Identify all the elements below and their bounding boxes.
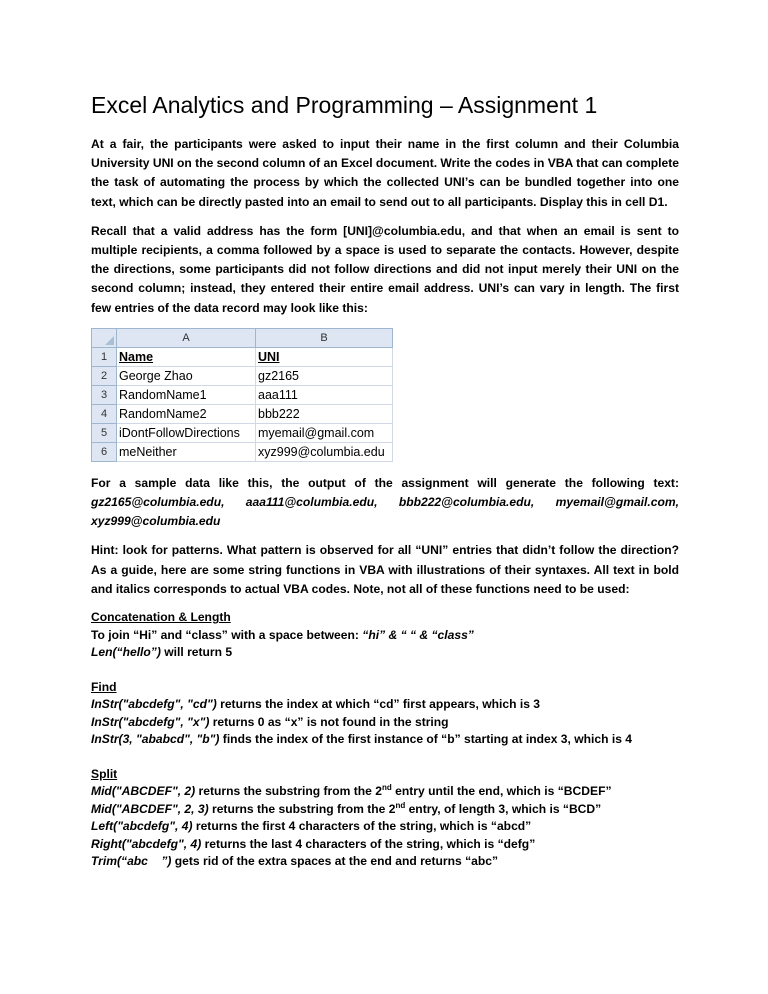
example-line: InStr(3, "ababcd", "b") finds the index of the first instance of “b” starting at index 3, which is 4 [91, 732, 633, 747]
cell-a: Name [117, 347, 256, 366]
table-row [92, 423, 393, 442]
excel-sample-table [91, 328, 393, 462]
row-number: 3 [92, 385, 117, 404]
section-concatenation [91, 609, 679, 662]
cell-a: RandomName1 [117, 385, 256, 404]
section-heading: Split [91, 766, 118, 781]
example-line: Trim(“abc ”) gets rid of the extra spaces at the end and returns “abc” [91, 854, 499, 869]
page-title: Excel Analytics and Programming – Assignment 1 [91, 92, 598, 118]
cell-b: xyz999@columbia.edu [256, 442, 393, 461]
row-number: 4 [92, 404, 117, 423]
example-line: Mid("ABCDEF", 2, 3) returns the substring from the 2nd entry, of length 3, which is “BCD” [91, 800, 602, 816]
column-header-a: A [117, 328, 256, 347]
column-header-b: B [256, 328, 393, 347]
example-line: Len(“hello”) will return 5 [91, 645, 233, 660]
output-intro: For a sample data like this, the output of the assignment will generate the following text: [91, 475, 679, 490]
table-row [92, 366, 393, 385]
table-row [92, 404, 393, 423]
section-split [91, 766, 679, 871]
cell-a: meNeither [117, 442, 256, 461]
example-line: Left("abcdefg", 4) returns the first 4 characters of the string, which is “abcd” [91, 819, 532, 834]
cell-a: RandomName2 [117, 404, 256, 423]
cell-b: gz2165 [256, 366, 393, 385]
document-page [91, 92, 679, 871]
example-line: InStr("abcdefg", "x") returns 0 as “x” is not found in the string [91, 714, 449, 729]
cell-b: UNI [256, 347, 393, 366]
paragraph-hint: Hint: look for patterns. What pattern is observed for all “UNI” entries that didn’t follow the direction? As a guide, here are some string functions in VBA with illustrations of their syntaxes. All text in bold and italics corresponds to actual VBA codes. Note, not all of these functions need to be used: [91, 543, 679, 596]
section-heading: Find [91, 679, 117, 694]
output-text: gz2165@columbia.edu, aaa111@columbia.edu, bbb222@columbia.edu, myemail@gmail.com, xyz999@columbia.edu [91, 495, 679, 529]
paragraph-recall: Recall that a valid address has the form [UNI]@columbia.edu, and that when an email is sent to multiple recipients, a comma followed by a space is used to separate the contacts. However, despite the directions, some participants did not follow directions and did not input merely their UNI on the second column; instead, they entered their entire email address. UNI’s can vary in length. The first few entries of the data record may look like this: [91, 223, 679, 315]
table-row [92, 385, 393, 404]
cell-a: George Zhao [117, 366, 256, 385]
cell-b: bbb222 [256, 404, 393, 423]
select-all-corner [92, 328, 117, 347]
cell-b: aaa111 [256, 385, 393, 404]
row-number: 6 [92, 442, 117, 461]
column-header-row [92, 328, 393, 347]
example-line: Mid("ABCDEF", 2) returns the substring from the 2nd entry until the end, which is “BCDEF” [91, 783, 612, 799]
cell-a: iDontFollowDirections [117, 423, 256, 442]
example-line: To join “Hi” and “class” with a space between: “hi” & “ “ & “class” [91, 627, 474, 642]
row-number: 5 [92, 423, 117, 442]
paragraph-output [91, 474, 679, 532]
cell-b: myemail@gmail.com [256, 423, 393, 442]
section-heading: Concatenation & Length [91, 610, 231, 625]
section-find [91, 679, 679, 749]
row-number: 1 [92, 347, 117, 366]
table-row [92, 347, 393, 366]
example-line: Right("abcdefg", 4) returns the last 4 characters of the string, which is “defg” [91, 836, 536, 851]
row-number: 2 [92, 366, 117, 385]
example-line: InStr("abcdefg", "cd") returns the index at which “cd” first appears, which is 3 [91, 697, 541, 712]
table-row [92, 442, 393, 461]
paragraph-task: At a fair, the participants were asked to input their name in the first column and their Columbia University UNI on the second column of an Excel document. Write the codes in VBA that can complete the task of automating the process by which the collected UNI’s can be bundled together into one text, which can be directly pasted into an email to send out to all participants. Display this in cell D1. [91, 137, 679, 209]
